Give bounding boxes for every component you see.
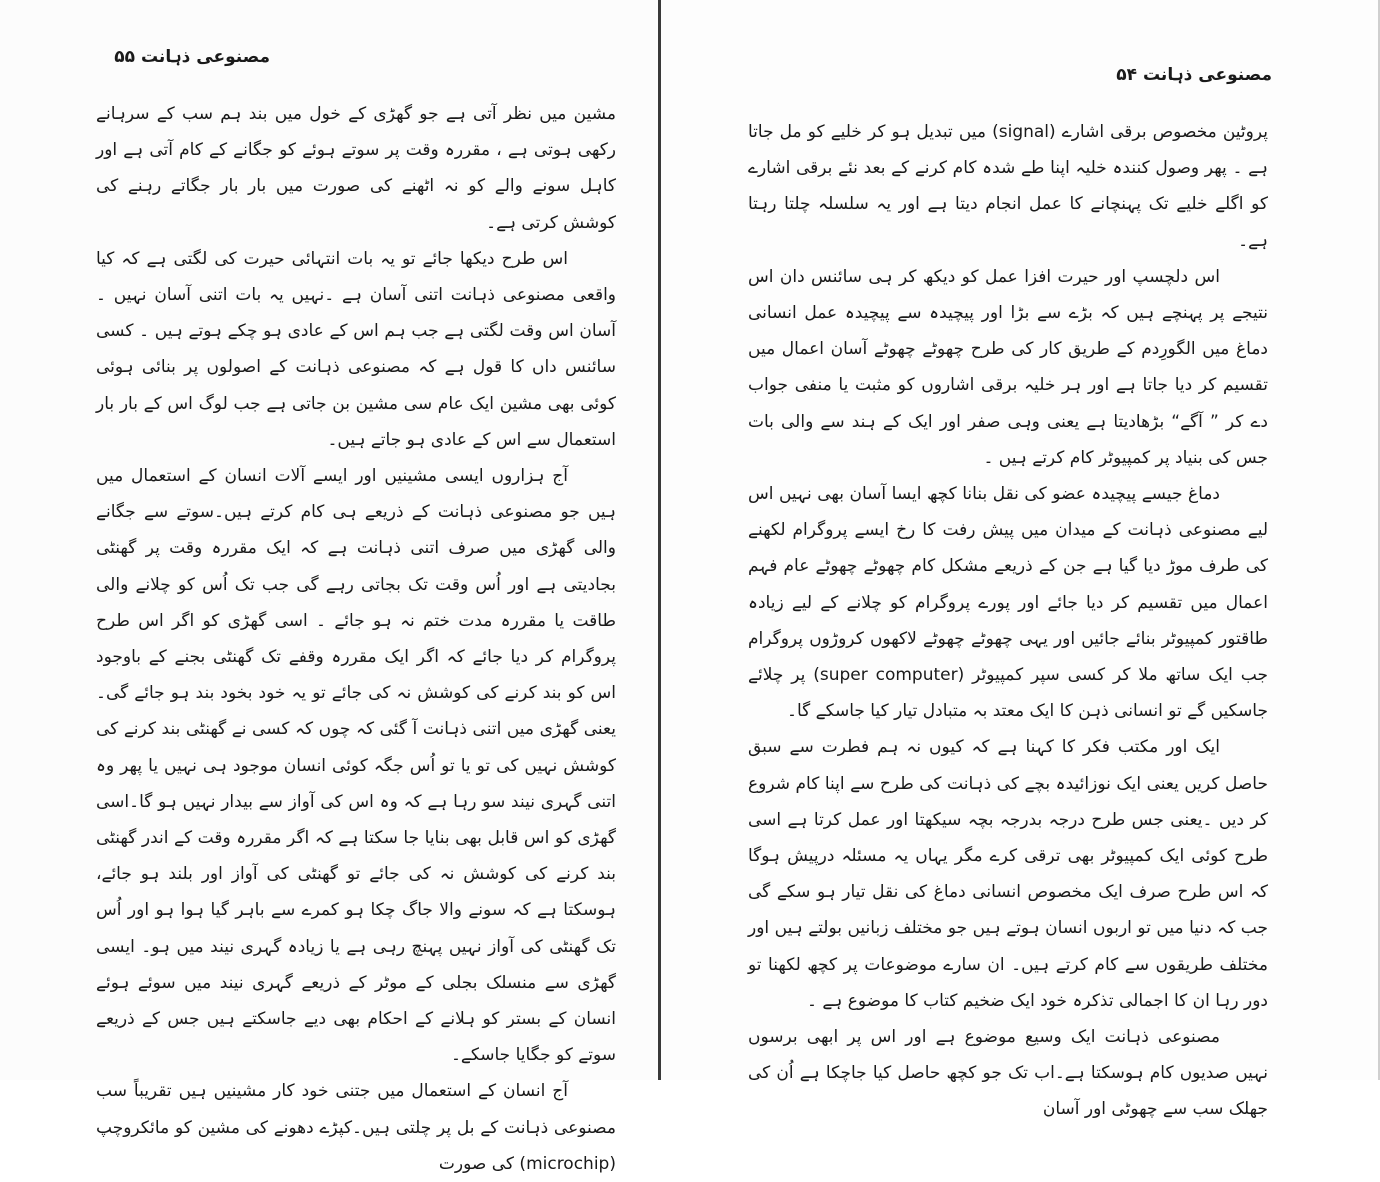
page-number: ۵۴ <box>1116 65 1138 85</box>
paragraph: ایک اور مکتب فکر کا کہنا ہے کہ کیوں نہ ہم فطرت سے سبق حاصل کریں یعنی ایک نوزائیدہ بچے کی ذہانت کی طرح سے اپنا کام شروع کر دیں ۔یعنی جس طرح درجہ بدرجہ بچہ سیکھتا اور عمل کرتا ہے اسی طرح کوئی ایک کمپیوٹر بھی ترقی کرے مگر یہاں یہ مسئلہ درپیش ہوگا کہ اس طرح صرف ایک مخصوص انسانی دماغ کی نقل تیار ہو سکے گی جب کہ دنیا میں تو اربوں انسان ہوتے ہیں جو مختلف زبانیں بولتے ہیں اور مختلف طریقوں سے کام کرتے ہیں۔ ان سارے موضوعات پر کچھ لکھنا تو دور رہا ان کا اجمالی تذکرہ خود ایک ضخیم کتاب کا موضوع ہے ۔ <box>748 737 1268 1011</box>
paragraph: آج انسان کے استعمال میں جتنی خود کار مشینیں ہیں تقریباً سب مصنوعی ذہانت کے بل پر چلتی ہیں۔کپڑے دھونے کی مشین کو مائکروچپ (microchip) کی صورت <box>96 1081 616 1174</box>
header-title: مصنوعی ذہانت <box>140 47 270 67</box>
running-header <box>100 46 270 67</box>
header-title: مصنوعی ذہانت <box>1142 65 1272 85</box>
body-text <box>748 114 1268 1128</box>
running-header <box>1102 64 1272 85</box>
paragraph: دماغ جیسے پیچیدہ عضو کی نقل بنانا کچھ ایسا آسان بھی نہیں اس لیے مصنوعی ذہانت کے میدان میں پیش رفت کا رخ ایسے پروگرام لکھنے کی طرف موڑ دیا گیا ہے جن کے ذریعے مشکل کام چھوٹے چھوٹے عام فہم اعمال میں تقسیم کر دیا جائے اور پورے پروگرام کو چلانے کے لیے زیادہ طاقتور کمپیوٹر بنائے جائیں اور یہی چھوٹے چھوٹے لاکھوں کروڑوں پروگرام جب ایک ساتھ ملا کر کسی سپر کمپیوٹر (super computer) پر چلائے جاسکیں گے تو انسانی ذہن کا ایک معتد بہ متبادل تیار کیا جاسکے گا۔ <box>748 484 1268 722</box>
right-page <box>662 0 1380 1120</box>
book-gutter <box>658 0 661 1080</box>
body-text <box>96 96 616 1182</box>
paragraph: اس طرح دیکھا جائے تو یہ بات انتہائی حیرت کی لگتی ہے کہ کیا واقعی مصنوعی ذہانت اتنی آسان ہے ۔نہیں یہ بات اتنی آسان نہیں ۔ آسان اس وقت لگتی ہے جب ہم اس کے عادی ہو چکے ہوتے ہیں ۔ کسی سائنس داں کا قول ہے کہ مصنوعی ذہانت کے اصولوں پر بنائی ہوئی کوئی بھی مشین ایک عام سی مشین بن جاتی ہے جب لوگ اس کے بار بار استعمال سے اس کے عادی ہو جاتے ہیں۔ <box>96 248 616 450</box>
left-page <box>0 0 656 1174</box>
paragraph: مصنوعی ذہانت ایک وسیع موضوع ہے اور اس پر ابھی برسوں نہیں صدیوں کام ہوسکتا ہے۔اب تک جو کچھ حاصل کیا جاچکا ہے اُن کی جھلک سب سے چھوٹی اور آسان <box>748 1027 1268 1120</box>
paragraph: پروٹین مخصوص برقی اشارے (signal) میں تبدیل ہو کر خلیے کو مل جاتا ہے ۔ پھر وصول کنندہ خلیہ اپنا طے شدہ کام کرنے کے بعد نئے برقی اشارے کو اگلے خلیے تک پہنچانے کا عمل انجام دیتا ہے اور یہ سلسلہ چلتا رہتا ہے۔ <box>748 122 1268 251</box>
paragraph: مشین میں نظر آتی ہے جو گھڑی کے خول میں بند ہم سب کے سرہانے رکھی ہوتی ہے ، مقررہ وقت پر سوتے ہوئے کو جگانے کے کام آتی ہے اور کاہل سونے والے کو نہ اٹھنے کی صورت میں بار بار جگاتے رہنے کی کوشش کرتی ہے۔ <box>96 104 616 233</box>
paragraph: آج ہزاروں ایسی مشینیں اور ایسے آلات انسان کے استعمال میں ہیں جو مصنوعی ذہانت کے ذریعے ہی کام کرتے ہیں۔سوتے سے جگانے والی گھڑی میں صرف اتنی ذہانت ہے کہ ایک مقررہ وقت پر گھنٹی بجادیتی ہے اور اُس وقت تک بجاتی رہے گی جب تک اُس کو چلانے والی طاقت یا مقررہ مدت ختم نہ ہو جائے ۔ اسی گھڑی کو اگر اس طرح پروگرام کر دیا جائے کہ اگر ایک مقررہ وقفے تک گھنٹی بجنے کے باوجود اس کو بند کرنے کی کوشش نہ کی جائے تو یہ خود بخود بند ہو جائے گی۔ یعنی گھڑی میں اتنی ذہانت آ گئی کہ چوں کہ کسی نے گھنٹی بند کرنے کی کوشش نہیں کی تو یا تو اُس جگہ کوئی انسان موجود ہی نہیں یا پھر وہ اتنی گہری نیند سو رہا ہے کہ وہ اس کی آواز سے بیدار نہیں ہو گا۔اسی گھڑی کو اس قابل بھی بنایا جا سکتا ہے کہ اگر مقررہ وقت کے اندر گھنٹی بند کرنے کی کوشش نہ کی جائے تو گھنٹی کی آواز اور بلند ہو جائے، ہوسکتا ہے کہ سونے والا جاگ چکا ہو کمرے سے باہر گیا ہوا ہو اور اُس تک گھنٹی کی آواز نہیں پہنچ رہی ہے یا زیادہ گہری نیند میں ہو۔ ایسی گھڑی سے منسلک بجلی کے موٹر کے ذریعے گہری نیند میں سوئے ہوئے انسان کے بستر کو ہلانے کے احکام بھی دیے جاسکتے ہیں جس کے ذریعے سوتے کو جگایا جاسکے۔ <box>96 466 616 1066</box>
paragraph: اس دلچسپ اور حیرت افزا عمل کو دیکھ کر ہی سائنس دان اس نتیجے پر پہنچے ہیں کہ بڑے سے بڑا اور پیچیدہ سے پیچیدہ عمل انسانی دماغ میں الگورِدم کے طریق کار کی طرح چھوٹے چھوٹے آسان اعمال میں تقسیم کر دیا جاتا ہے اور ہر خلیہ برقی اشاروں کو مثبت یا منفی جواب دے کر ” آگے“ بڑھادیتا ہے یعنی وہی صفر اور ایک کے ہند سے والی بات جس کی بنیاد پر کمپیوٹر کام کرتے ہیں ۔ <box>748 266 1268 468</box>
page-number: ۵۵ <box>114 47 136 67</box>
